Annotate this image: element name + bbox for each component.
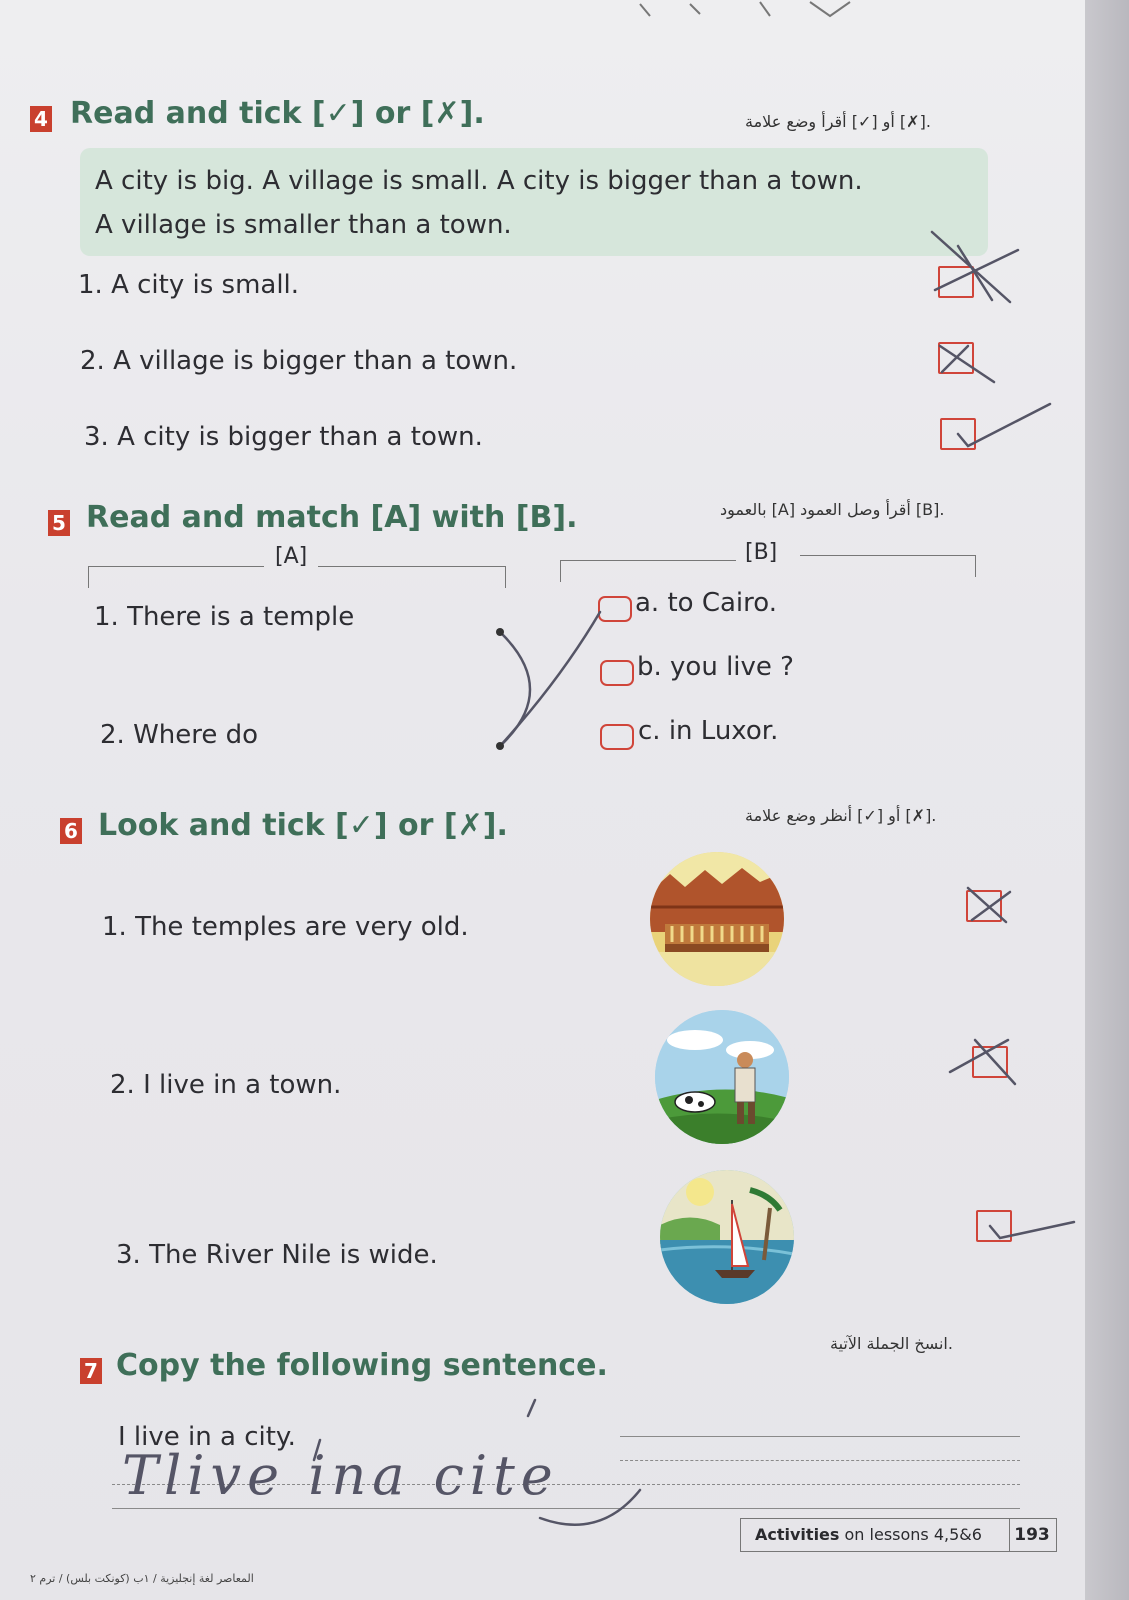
section-5-arabic-instruction: .[B] أقرأ وصل العمود [A] بالعمود (720, 500, 945, 519)
match-dot-a1 (496, 628, 504, 636)
section-7-heading: Copy the following sentence. (116, 1348, 608, 1383)
tick-item-3: 3. A city is bigger than a town. (84, 422, 483, 452)
section-4-number: 4 (30, 106, 52, 132)
pen-mark-tick-4-3 (958, 404, 1050, 446)
look-item-2: 2. I live in a town. (110, 1070, 342, 1100)
match-b-item-c: c. in Luxor. (638, 716, 779, 746)
footer-activities-bold: Activities (755, 1525, 840, 1544)
passage-line-2: A village is smaller than a town. (95, 210, 512, 240)
section-4-arabic-instruction: .[✗] أو [✓] أقرأ وضع علامة (745, 112, 931, 131)
pen-mark-cross-4-1c (958, 246, 992, 300)
match-b-item-a: a. to Cairo. (635, 588, 777, 618)
page-number: 193 (1008, 1518, 1057, 1552)
column-b-label: [B] (745, 540, 778, 565)
footer-activities-rest: on lessons 4,5&6 (839, 1525, 982, 1544)
match-b-item-b: b. you live ? (637, 652, 794, 682)
pen-stray-mark-1 (528, 1400, 535, 1416)
section-6-number: 6 (60, 818, 82, 844)
section-6-arabic-instruction: .[✗] أو [✓] أنظر وضع علامة (745, 806, 937, 825)
section-5-number: 5 (48, 510, 70, 536)
passage-line-1: A city is big. A village is small. A city is bigger than a town. (95, 166, 863, 196)
match-a-item-1: 1. There is a temple (94, 602, 355, 632)
section-4-heading: Read and tick [✓] or [✗]. (70, 96, 485, 131)
footer-book-note: المعاصر لغة إنجليزية / ١ب (كونكت بلس) / ترم ٢ (30, 1572, 254, 1585)
section-5-heading: Read and match [A] with [B]. (86, 500, 578, 535)
section-7-arabic-instruction: .انسخ الجملة الآتية (830, 1334, 953, 1353)
look-item-3: 3. The River Nile is wide. (116, 1240, 438, 1270)
pen-stray-mark-3 (540, 1490, 640, 1525)
pen-stray-mark-2 (314, 1440, 320, 1460)
tick-item-2: 2. A village is bigger than a town. (80, 346, 518, 376)
look-item-1: 1. The temples are very old. (102, 912, 469, 942)
match-a-item-2: 2. Where do (100, 720, 259, 750)
copy-sentence: I live in a city. (118, 1422, 296, 1452)
match-dot-a2 (496, 742, 504, 750)
top-scribble (640, 2, 850, 16)
handwritten-copy: Tlive ina cite (122, 1444, 559, 1507)
section-7-number: 7 (80, 1358, 102, 1384)
pen-mark-cross-4-1b (935, 250, 1018, 290)
page-edge-shadow (1085, 0, 1129, 1600)
pen-match-line-2 (500, 612, 600, 746)
pen-mark-tick-6-3 (990, 1222, 1074, 1238)
pen-mark-cross-6-1a (968, 888, 1006, 922)
column-a-label: [A] (275, 544, 308, 569)
tick-item-1: 1. A city is small. (78, 270, 300, 300)
pen-mark-cross-4-2a (940, 346, 994, 382)
section-6-heading: Look and tick [✓] or [✗]. (98, 808, 508, 843)
